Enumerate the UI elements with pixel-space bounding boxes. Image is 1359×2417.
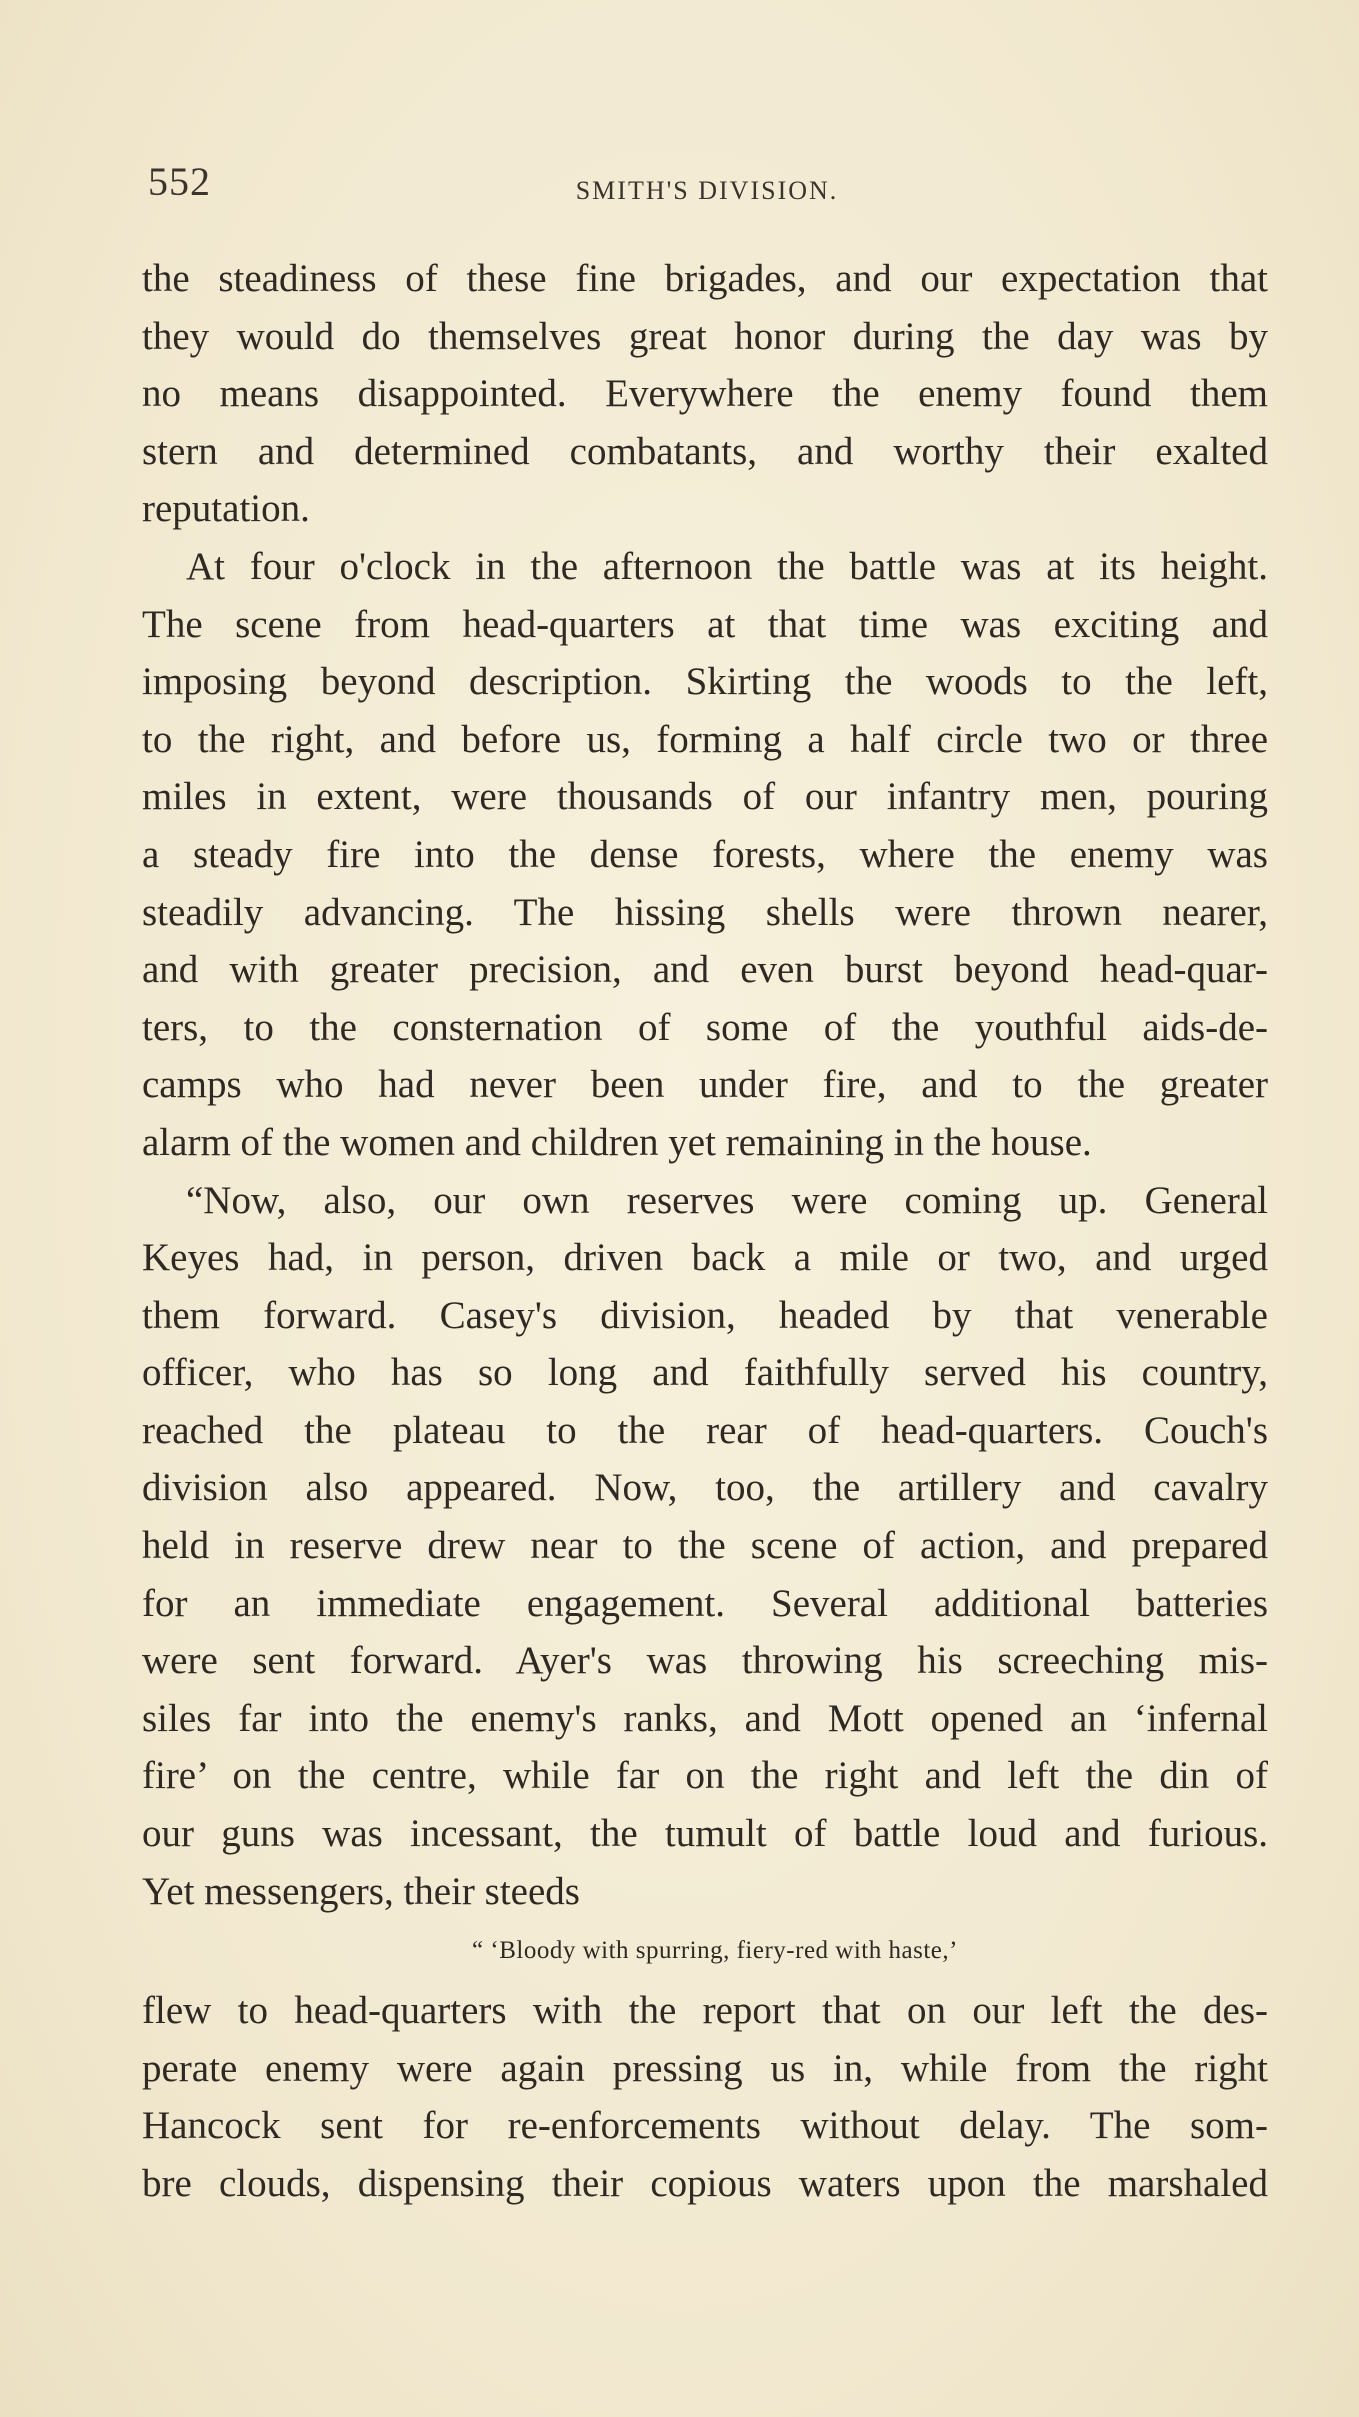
text-line: were sent forward. Ayer's was throwing his screeching mis- xyxy=(142,1639,1268,1683)
text-line: reached the plateau to the rear of head-quarters. Couch's xyxy=(142,1408,1268,1452)
text-line: imposing beyond description. Skirting the woods to the left, xyxy=(142,660,1268,704)
text-line: a steady fire into the dense forests, where the enemy was xyxy=(142,832,1268,876)
text-line: At four o'clock in the afternoon the battle was at its height. xyxy=(186,544,1268,588)
text-line: they would do themselves great honor during the day was by xyxy=(142,314,1268,358)
text-line: held in reserve drew near to the scene of action, and prepared xyxy=(142,1524,1268,1568)
text-line: reputation. xyxy=(142,487,310,531)
text-line: Yet messengers, their steeds xyxy=(142,1869,580,1913)
text-line: miles in extent, were thousands of our infantry men, pouring xyxy=(142,775,1268,819)
text-line: Hancock sent for re-enforcements without delay. The som- xyxy=(142,2104,1268,2148)
text-line: The scene from head-quarters at that time was exciting and xyxy=(142,602,1268,646)
text-line: Keyes had, in person, driven back a mile or two, and urged xyxy=(142,1236,1268,1280)
text-line: to the right, and before us, forming a half circle two or three xyxy=(142,717,1268,761)
text-line: camps who had never been under fire, and to the greater xyxy=(142,1063,1268,1107)
text-line: for an immediate engagement. Several additional batteries xyxy=(142,1581,1268,1625)
body-text xyxy=(142,250,1268,2213)
text-line: ters, to the consternation of some of the youthful aids-de- xyxy=(142,1005,1268,1049)
page-number: 552 xyxy=(148,159,211,204)
text-line: bre clouds, dispensing their copious waters upon the marshaled xyxy=(142,2162,1268,2205)
text-line: perate enemy were again pressing us in, while from the right xyxy=(142,2046,1268,2090)
running-head xyxy=(148,158,1266,208)
text-line: our guns was incessant, the tumult of battle loud and furious. xyxy=(142,1812,1268,1856)
text-line: fire’ on the centre, while far on the right and left the din of xyxy=(142,1754,1268,1798)
text-line: alarm of the women and children yet remaining in the house. xyxy=(142,1120,1092,1164)
text-line: steadily advancing. The hissing shells were thrown nearer, xyxy=(142,890,1268,934)
text-line: the steadiness of these fine brigades, and our expectation that xyxy=(142,257,1268,300)
text-line: no means disappointed. Everywhere the enemy found them xyxy=(142,372,1268,416)
text-line: stern and determined combatants, and worthy their exalted xyxy=(142,429,1268,473)
block-quote: “ ‘Bloody with spurring, fiery-red with haste,’ xyxy=(472,1937,958,1965)
text-line: them forward. Casey's division, headed by that venerable xyxy=(142,1293,1268,1337)
text-line: “Now, also, our own reserves were coming up. General xyxy=(186,1178,1268,1222)
text-line: officer, who has so long and faithfully served his country, xyxy=(142,1351,1268,1395)
text-line: division also appeared. Now, too, the artillery and cavalry xyxy=(142,1466,1268,1510)
text-line: siles far into the enemy's ranks, and Mott opened an ‘infernal xyxy=(142,1696,1268,1740)
running-title: SMITH'S DIVISION. xyxy=(575,176,839,205)
text-line: and with greater precision, and even burst beyond head-quar- xyxy=(142,948,1268,992)
text-line: flew to head-quarters with the report that on our left the des- xyxy=(142,1989,1268,2033)
